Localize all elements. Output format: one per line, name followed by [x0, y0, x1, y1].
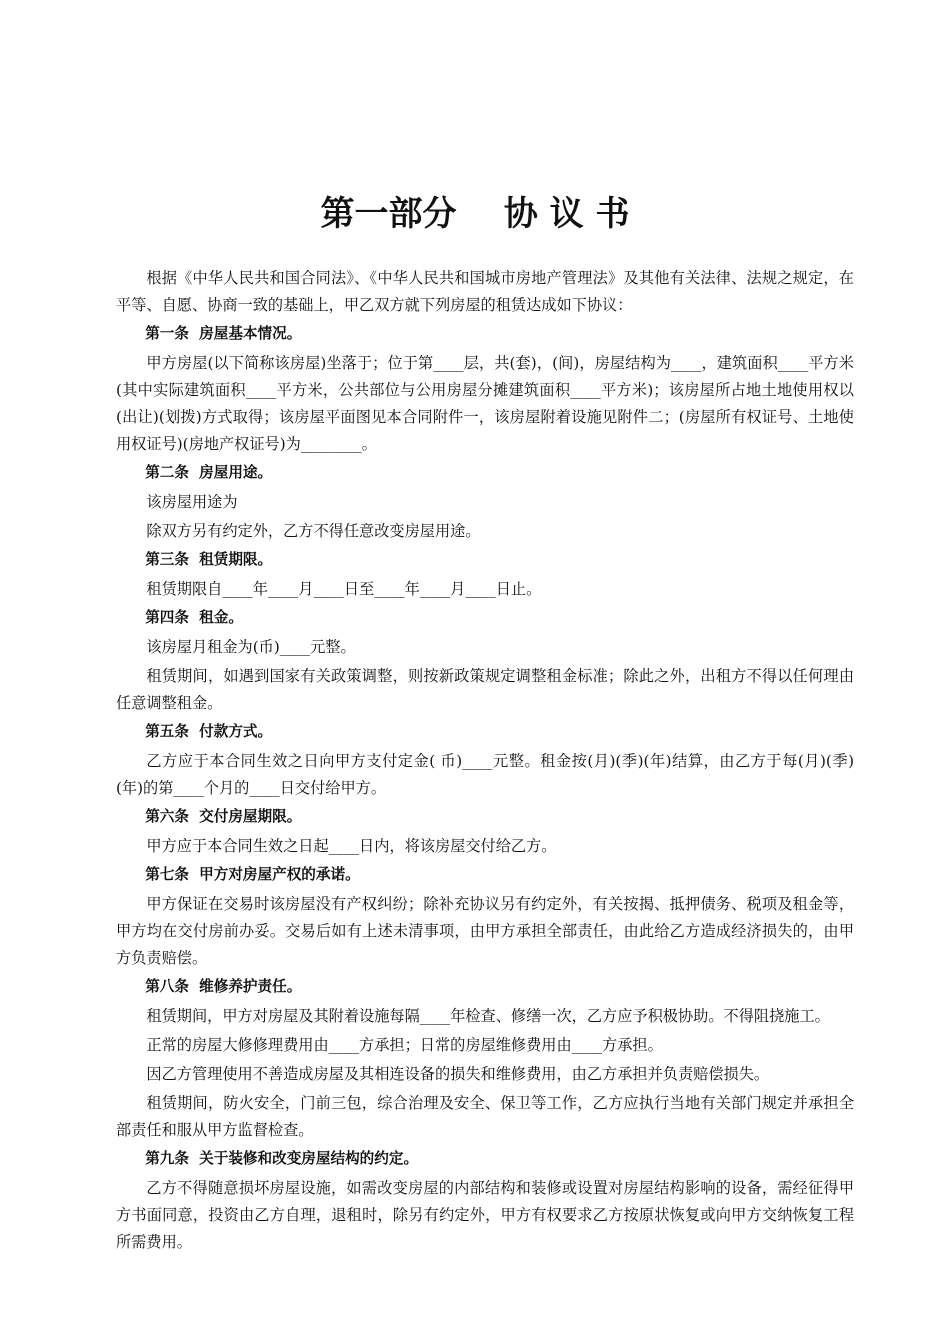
article-5: [116, 719, 854, 802]
article-paragraph: 乙方不得随意损坏房屋设施，如需改变房屋的内部结构和装修或设置对房屋结构影响的设备，需经征得甲方书面同意，投资由乙方自理，退租时，除另有约定外，甲方有权要求乙方按原状恢复或向甲方交纳恢复工程所需费用。: [116, 1179, 854, 1251]
intro-paragraph: 根据《中华人民共和国合同法》、《中华人民共和国城市房地产管理法》及其他有关法律、法规之规定，在平等、自愿、协商一致的基础上，甲乙双方就下列房屋的租赁达成如下协议：: [116, 269, 854, 314]
article-heading: 第八条 维修养护责任。: [145, 978, 302, 995]
article-4: [116, 605, 854, 717]
article-heading: 第五条 付款方式。: [145, 723, 273, 740]
article-heading: 第九条 关于装修和改变房屋结构的约定。: [145, 1150, 419, 1167]
article-heading: 第二条 房屋用途。: [145, 464, 273, 481]
article-paragraph: 甲方房屋(以下简称该房屋)坐落于；位于第____层，共(套)，(间)，房屋结构为____，建筑面积____平方米(其中实际建筑面积____平方米，公共部位与公用房屋分摊建筑面积____平方米)；该房屋所占地土地使用权以(出让)(划拨)方式取得；该房屋平面图见本合同附件一，该房屋附着设施见附件二；(房屋所有权证号、土地使用权证号)(房地产权证号)为________。: [116, 354, 854, 453]
article-paragraph: 该房屋用途为: [146, 493, 238, 511]
article-6: [116, 804, 854, 860]
article-9: [116, 1146, 854, 1256]
article-paragraph: 租赁期间，如遇到国家有关政策调整，则按新政策规定调整租金标准；除此之外，出租方不得以任何理由任意调整租金。: [116, 667, 854, 712]
article-7: [116, 862, 854, 972]
article-heading: 第三条 租赁期限。: [145, 551, 273, 568]
page-title: 第一部分 协 议 书: [320, 194, 630, 234]
article-paragraph: 该房屋月租金为(币)____元整。: [146, 638, 356, 656]
article-paragraph: 除双方另有约定外，乙方不得任意改变房屋用途。: [146, 522, 481, 540]
article-paragraph: 因乙方管理使用不善造成房屋及其相连设备的损失和维修费用，由乙方承担并负责赔偿损失。: [146, 1065, 770, 1083]
article-paragraph: 乙方应于本合同生效之日向甲方支付定金( 币)____元整。租金按(月)(季)(年)结算，由乙方于每(月)(季)(年)的第____个月的____日交付给甲方。: [116, 752, 854, 797]
document-body: [116, 265, 854, 1258]
article-2: [116, 460, 854, 545]
article-3: [116, 547, 854, 603]
article-8: [116, 974, 854, 1144]
article-heading: 第六条 交付房屋期限。: [145, 808, 302, 825]
article-paragraph: 租赁期限自____年____月____日至____年____月____日止。: [146, 580, 542, 598]
article-paragraph: 租赁期间，防火安全，门前三包，综合治理及安全、保卫等工作，乙方应执行当地有关部门规定并承担全部责任和服从甲方监督检查。: [116, 1094, 854, 1139]
article-heading: 第七条 甲方对房屋产权的承诺。: [145, 866, 360, 883]
article-paragraph: 甲方应于本合同生效之日起____日内，将该房屋交付给乙方。: [146, 837, 557, 855]
article-heading: 第一条 房屋基本情况。: [145, 325, 302, 342]
article-paragraph: 租赁期间，甲方对房屋及其附着设施每隔____年检查、修缮一次，乙方应予积极协助。不得阻挠施工。: [146, 1007, 830, 1025]
article-paragraph: 甲方保证在交易时该房屋没有产权纠纷；除补充协议另有约定外，有关按揭、抵押债务、税项及租金等，甲方均在交付房前办妥。交易后如有上述未清事项，由甲方承担全部责任，由此给乙方造成经济损失的，由甲方负责赔偿。: [116, 895, 854, 967]
article-paragraph: 正常的房屋大修修理费用由____方承担；日常的房屋维修费用由____方承担。: [146, 1036, 663, 1054]
article-1: [116, 321, 854, 458]
article-heading: 第四条 租金。: [145, 609, 243, 626]
